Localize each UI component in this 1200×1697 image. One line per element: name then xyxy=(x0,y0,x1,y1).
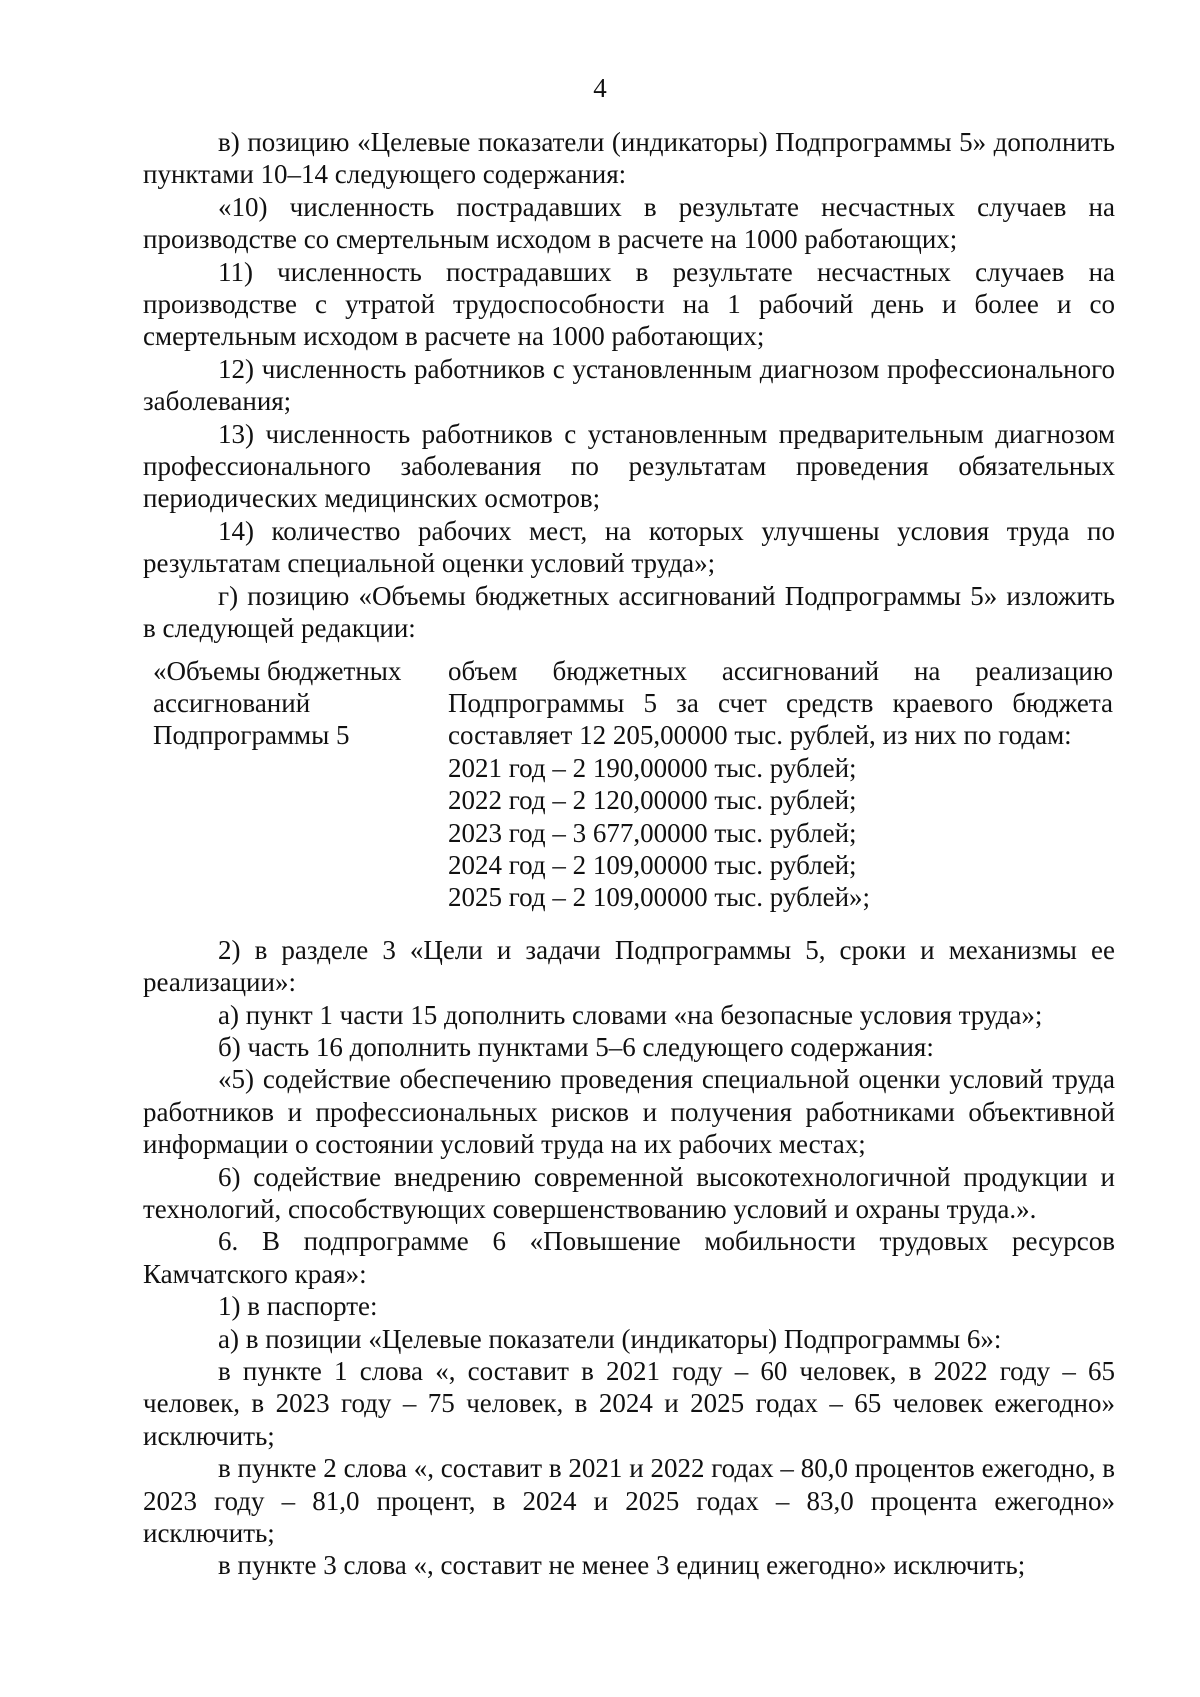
paragraph: г) позицию «Объемы бюджетных ассигнований Подпрограммы 5» изложить в следующей редакции: xyxy=(143,580,1115,644)
budget-year-line: 2025 год – 2 109,00000 тыс. рублей»; xyxy=(448,882,871,913)
paragraph: в пункте 3 слова «, составит не менее 3 единиц ежегодно» исключить; xyxy=(218,1550,1026,1581)
paragraph: 6. В подпрограмме 6 «Повышение мобильности трудовых ресурсов Камчатского края»: xyxy=(143,1226,1115,1289)
paragraph: 6) содействие внедрению современной высокотехнологичной продукции и технологий, способствующих совершенствованию условий и охраны труда.». xyxy=(143,1161,1115,1224)
budget-table-label-cell xyxy=(153,655,448,914)
paragraph: 12) численность работников с установленным диагнозом профессионального заболевания; xyxy=(143,353,1115,417)
document-body xyxy=(143,126,1115,1582)
paragraph: а) в позиции «Целевые показатели (индикаторы) Подпрограммы 6»: xyxy=(218,1323,1002,1354)
paragraph: 2) в разделе 3 «Цели и задачи Подпрограммы 5, сроки и механизмы ее реализации»: xyxy=(143,934,1115,998)
budget-year-line: 2023 год – 3 677,00000 тыс. рублей; xyxy=(448,817,857,848)
budget-year-line: 2024 год – 2 109,00000 тыс. рублей; xyxy=(448,849,857,880)
budget-table-value-cell xyxy=(448,655,1115,914)
budget-year-line: 2021 год – 2 190,00000 тыс. рублей; xyxy=(448,752,857,783)
table-label-line: Подпрограммы 5 xyxy=(153,720,350,751)
spacer xyxy=(143,922,1115,934)
budget-description: объем бюджетных ассигнований на реализацию Подпрограммы 5 за счет средств краевого бюджета составляет 12 205,00000 тыс. рублей, из них по годам: xyxy=(448,655,1113,751)
paragraph: а) пункт 1 части 15 дополнить словами «на безопасные условия труда»; xyxy=(218,999,1043,1030)
paragraph: 11) численность пострадавших в результате несчастных случаев на производстве с утратой трудоспособности на 1 рабочий день и более и со смертельным исходом в расчете на 1000 работающих; xyxy=(143,256,1115,352)
paragraph: 1) в паспорте: xyxy=(218,1291,378,1322)
paragraph: 14) количество рабочих мест, на которых улучшены условия труда по результатам специальной оценки условий труда»; xyxy=(143,515,1115,579)
budget-year-line: 2022 год – 2 120,00000 тыс. рублей; xyxy=(448,785,857,816)
paragraph: в) позицию «Целевые показатели (индикаторы) Подпрограммы 5» дополнить пунктами 10–14 следующего содержания: xyxy=(143,127,1115,190)
paragraph: в пункте 1 слова «, составит в 2021 году – 60 человек, в 2022 году – 65 человек, в 2023 году – 75 человек, в 2024 и 2025 годах – 65 человек ежегодно» исключить; xyxy=(143,1356,1115,1451)
table-label-line: «Объемы бюджетных xyxy=(153,655,402,686)
paragraph: 13) численность работников с установленным предварительным диагнозом профессионального заболевания по результатам проведения обязательных периодических медицинских осмотров; xyxy=(143,418,1115,514)
paragraph: «10) численность пострадавших в результате несчастных случаев на производстве со смертельным исходом в расчете на 1000 работающих; xyxy=(143,191,1115,255)
page-number: 4 xyxy=(593,73,607,103)
paragraph: б) часть 16 дополнить пунктами 5–6 следующего содержания: xyxy=(218,1031,934,1062)
budget-table xyxy=(143,655,1115,914)
paragraph: «5) содействие обеспечению проведения специальной оценки условий труда работников и профессиональных рисков и получения работниками объективной информации о состоянии условий труда на их рабочих местах; xyxy=(143,1064,1115,1160)
table-label-line: ассигнований xyxy=(153,687,311,718)
paragraph: в пункте 2 слова «, составит в 2021 и 2022 годах – 80,0 процентов ежегодно, в 2023 году – 81,0 процент, в 2024 и 2025 годах – 83,0 процента ежегодно» исключить; xyxy=(143,1453,1115,1549)
